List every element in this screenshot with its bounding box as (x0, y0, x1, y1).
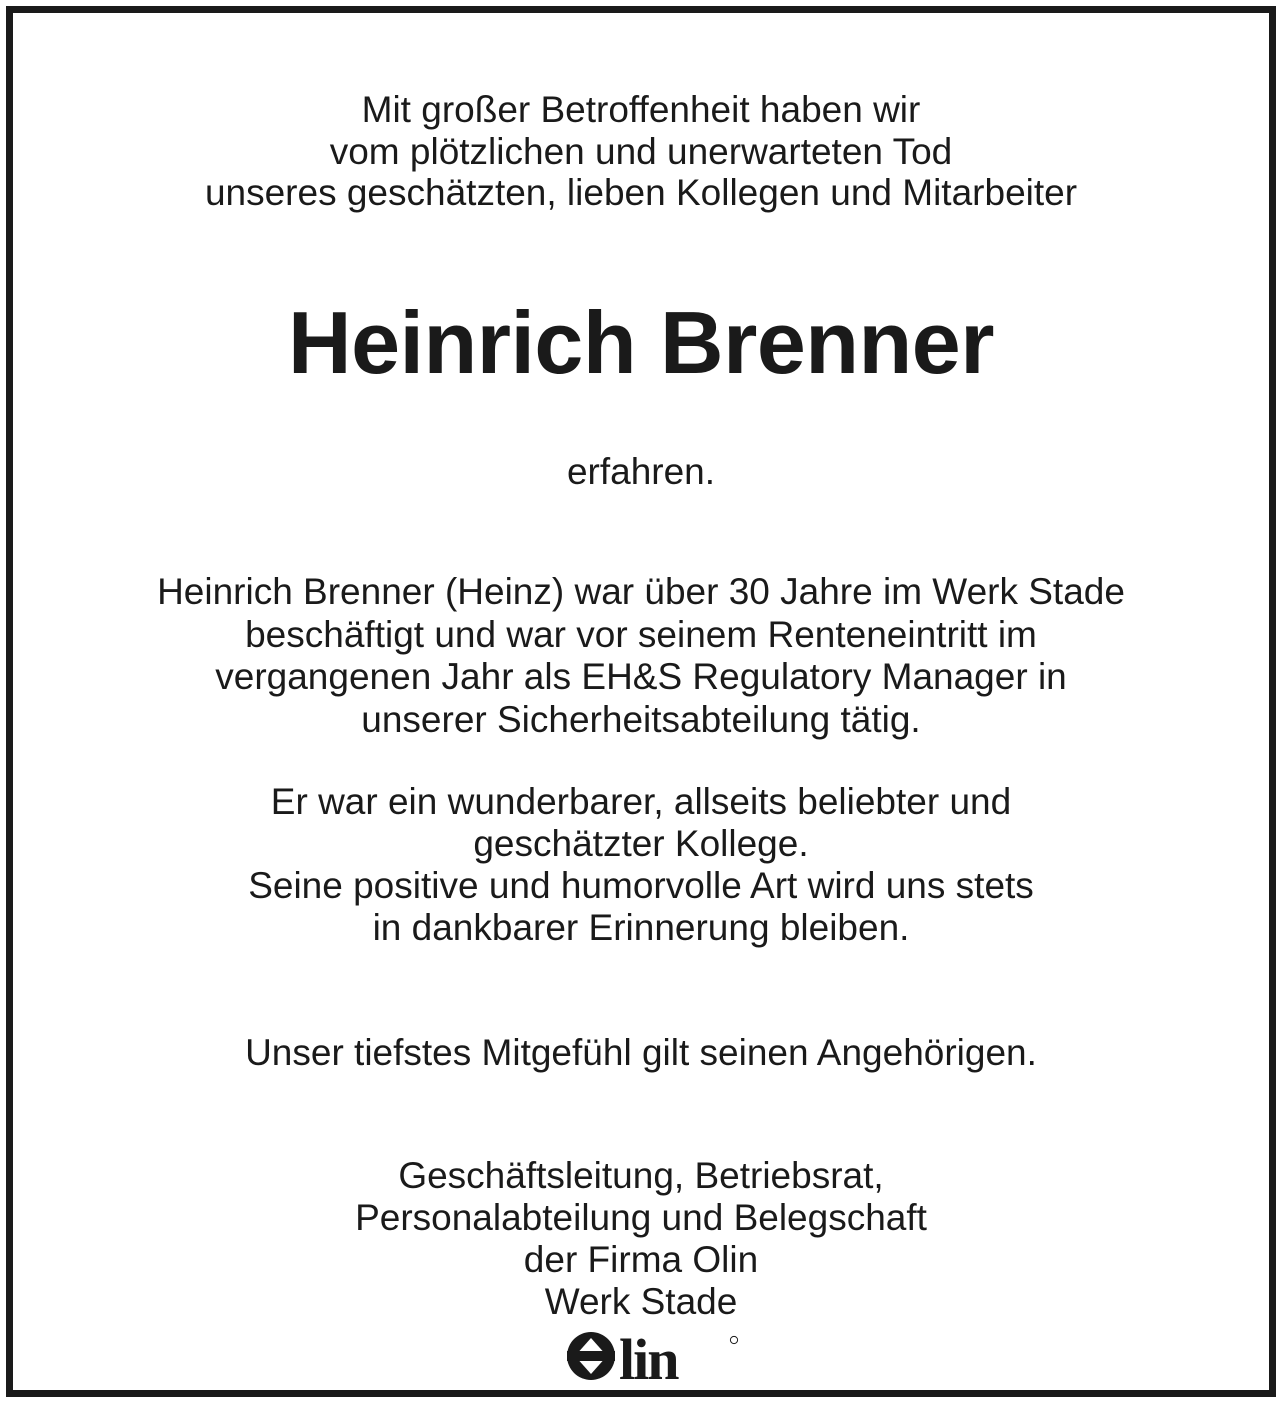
signature-line: Werk Stade (544, 1281, 738, 1322)
tribute-line: Er war ein wunderbarer, allseits beliebter und (270, 781, 1012, 822)
tribute-paragraph (13, 781, 1269, 949)
signature-line: Personalabteilung und Belegschaft (355, 1197, 927, 1238)
tribute-line: in dankbarer Erinnerung bleiben. (372, 907, 910, 948)
signature-line: Geschäftsleitung, Betriebsrat, (398, 1155, 884, 1196)
olin-logo-text: lin (619, 1327, 678, 1383)
career-line: Heinrich Brenner (Heinz) war über 30 Jahre im Werk Stade (157, 571, 1125, 612)
condolence-text: Unser tiefstes Mitgefühl gilt seinen Angehörigen. (245, 1032, 1037, 1073)
career-line: vergangenen Jahr als EH&S Regulatory Manager in (215, 656, 1067, 697)
deceased-name: Heinrich Brenner (288, 293, 994, 392)
erfahren-text: erfahren. (566, 451, 716, 492)
signature-block (13, 1155, 1269, 1323)
career-line: beschäftigt und war vor seinem Renteneintritt im (245, 613, 1037, 655)
tribute-line: Seine positive und humorvolle Art wird uns stets (248, 865, 1034, 906)
obituary-notice (6, 6, 1276, 1397)
olin-logo-icon (564, 1327, 744, 1383)
career-line: unserer Sicherheitsabteilung tätig. (361, 698, 921, 740)
signature-line: der Firma Olin (523, 1239, 759, 1280)
career-paragraph (13, 571, 1269, 741)
tribute-line: geschätzter Kollege. (473, 823, 809, 864)
intro-line: vom plötzlichen und unerwarteten Tod (329, 130, 953, 172)
intro-text (13, 89, 1269, 214)
intro-line: unseres geschätzten, lieben Kollegen und Mitarbeiter (204, 172, 1078, 213)
intro-line: Mit großer Betroffenheit haben wir (361, 89, 921, 130)
